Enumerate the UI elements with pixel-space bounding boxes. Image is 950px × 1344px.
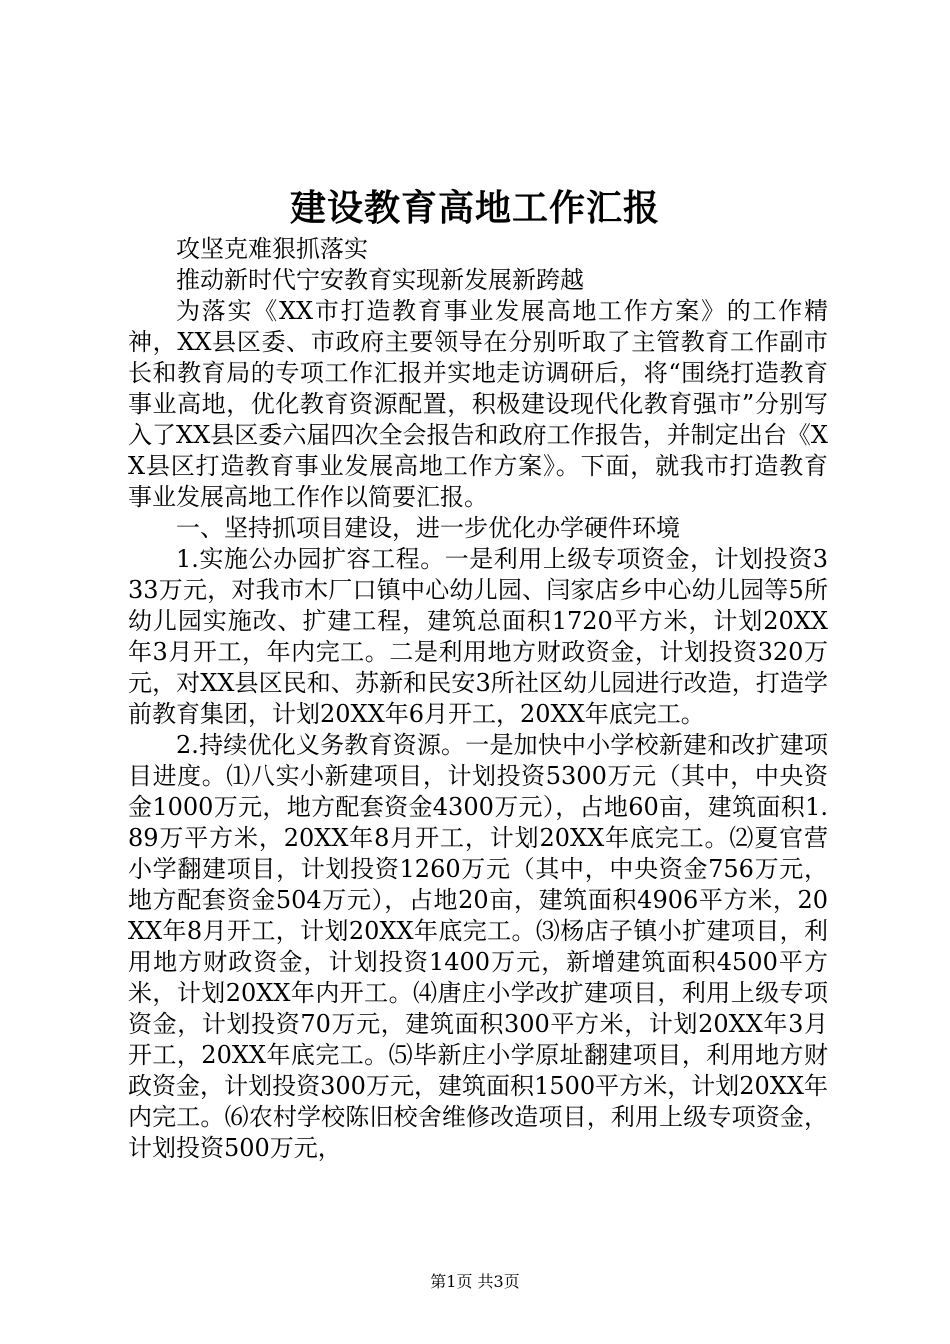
document-title: 建设教育高地工作汇报: [289, 187, 660, 229]
subtitle-line-1: 攻坚克难狠抓落实: [176, 235, 368, 263]
section-heading-1: 一、坚持抓项目建设，进一步优化办学硬件环境: [176, 514, 680, 542]
page-footer: 第1页 共3页: [430, 1272, 520, 1291]
paragraph-compulsory-education: 2.持续优化义务教育资源。一是加快中小学校新建和改扩建项目进度。⑴八实小新建项目，计划投资5300万元（其中，中央资金1000万元，地方配套资金4300万元），占地60亩，建筑面积1.89万平方米，20XX年8月开工，计划20XX年底完工。⑵夏官营小学翻建项目，计划投资1260万元（其中，中央资金756万元，地方配套资金504万元），占地20亩，建筑面积4906平方米，20XX年8月开工，计划20XX年底完工。⑶杨店子镇小扩建项目，利用地方财政资金，计划投资1400万元，新增建筑面积4500平方米，计划20XX年内开工。⑷唐庄小学改扩建项目，利用上级专项资金，计划投资70万元，建筑面积300平方米，计划20XX年3月开工，20XX年底完工。⑸毕新庄小学原址翻建项目，利用地方财政资金，计划投资300万元，建筑面积1500平方米，计划20XX年内完工。⑹农村学校陈旧校舍维修改造项目，利用上级专项资金，计划投资500万元，: [128, 731, 828, 1162]
subtitle-line-2: 推动新时代宁安教育实现新发展新跨越: [176, 266, 584, 294]
document-body: [128, 234, 828, 1164]
intro-paragraph: 为落实《XX市打造教育事业发展高地工作方案》的工作精神，XX县区委、市政府主要领导在分别听取了主管教育工作副市长和教育局的专项工作汇报并实地走访调研后，将“围绕打造教育事业高地，优化教育资源配置，积极建设现代化教育强市”分别写入了XX县区委六届四次全会报告和政府工作报告，并制定出台《XX县区打造教育事业发展高地工作方案》。下面，就我市打造教育事业发展高地工作作以简要汇报。: [128, 297, 828, 511]
paragraph-kindergarten: 1.实施公办园扩容工程。一是利用上级专项资金，计划投资333万元，对我市木厂口镇中心幼儿园、闫家店乡中心幼儿园等5所幼儿园实施改、扩建工程，建筑总面积1720平方米，计划20XX年3月开工，年内完工。二是利用地方财政资金，计划投资320万元，对XX县区民和、苏新和民安3所社区幼儿园进行改造，打造学前教育集团，计划20XX年6月开工，20XX年底完工。: [128, 545, 828, 728]
